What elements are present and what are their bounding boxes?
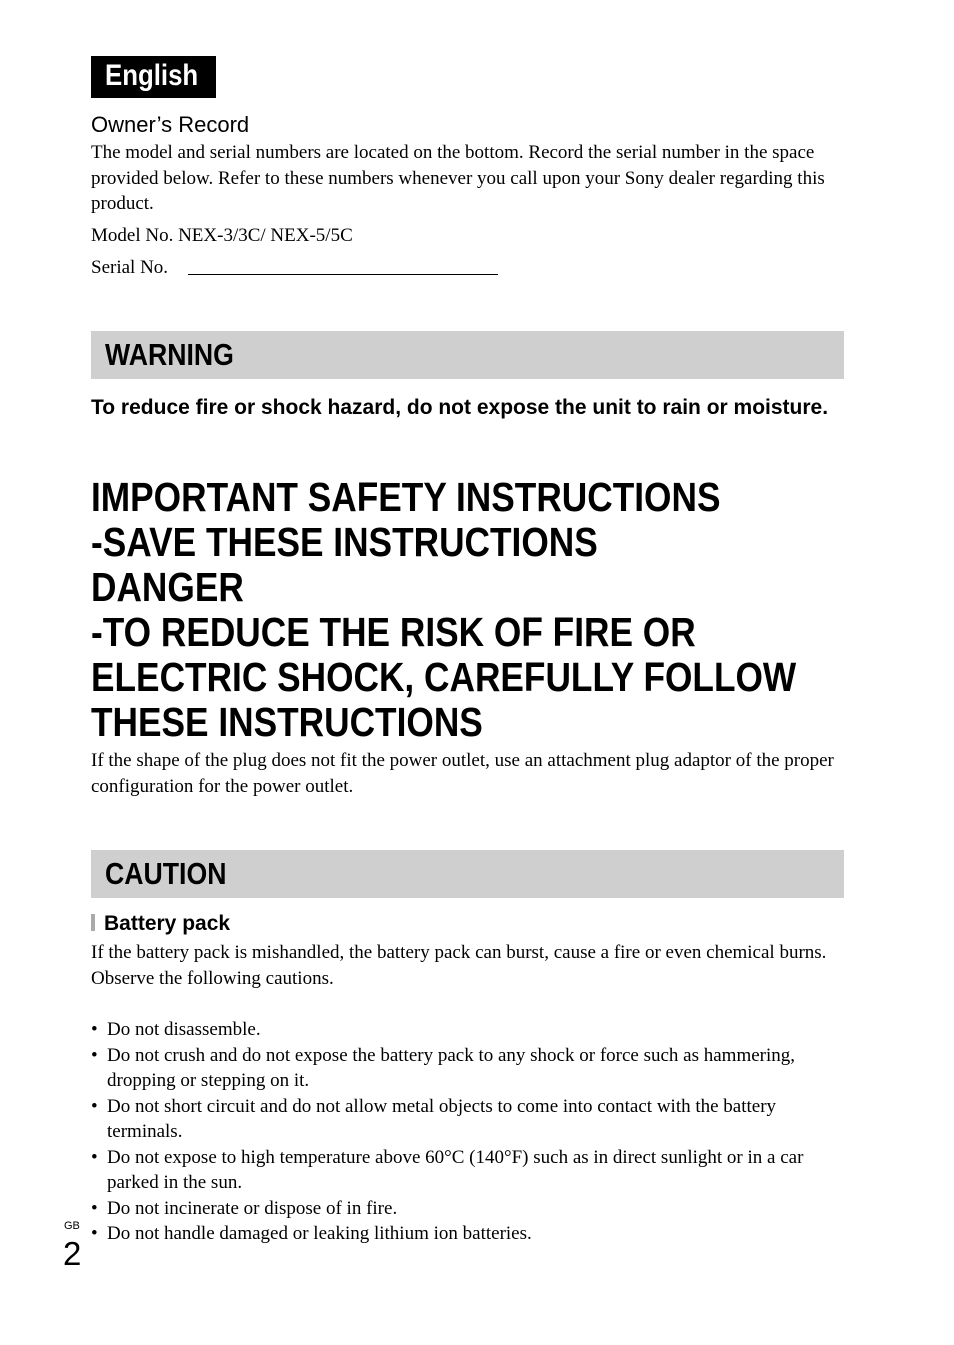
list-item bbox=[91, 1043, 851, 1094]
bullet-icon: • bbox=[91, 1019, 98, 1040]
serial-label: Serial No. bbox=[91, 257, 169, 278]
safety-heading-line: THESE INSTRUCTIONS bbox=[91, 699, 483, 745]
warning-text: To reduce fire or shock hazard, do not expose the unit to rain or moisture. bbox=[91, 396, 829, 419]
list-item bbox=[91, 1221, 851, 1247]
bullet-icon: • bbox=[91, 1146, 98, 1168]
warning-heading: WARNING bbox=[105, 337, 234, 372]
page-number: 2 bbox=[63, 1235, 82, 1272]
list-item bbox=[91, 1145, 851, 1196]
list-item-text: Do not expose to high temperature above 60°C (140°F) such as in direct sunlight or in a car parked in the sun. bbox=[107, 1146, 804, 1193]
safety-heading-line: IMPORTANT SAFETY INSTRUCTIONS bbox=[91, 474, 721, 520]
language-label: English bbox=[105, 59, 199, 92]
plug-instructions: If the shape of the plug does not fit the power outlet, use an attachment plug adaptor of the proper configuration for the power outlet. bbox=[91, 750, 834, 797]
caution-heading: CAUTION bbox=[105, 856, 227, 891]
list-item-text: Do not incinerate or dispose of in fire. bbox=[107, 1197, 398, 1219]
serial-number-blank-line bbox=[188, 274, 498, 275]
model-number: Model No. NEX-3/3C/ NEX-5/5C bbox=[91, 225, 353, 246]
list-item bbox=[91, 1017, 851, 1043]
caution-list bbox=[91, 1017, 851, 1247]
owners-record-text: The model and serial numbers are located on the bottom. Record the serial number in the space provided below. Refer to these numbers whenever you call upon your Sony dealer regarding this product. bbox=[91, 142, 825, 214]
caution-section-bar bbox=[91, 850, 844, 898]
bullet-icon: • bbox=[91, 1197, 98, 1219]
bullet-icon: • bbox=[91, 1044, 98, 1066]
safety-heading-line: DANGER bbox=[91, 564, 244, 610]
warning-section-bar bbox=[91, 331, 844, 379]
bullet-icon: • bbox=[91, 1095, 98, 1117]
owners-record-title: Owner’s Record bbox=[91, 112, 250, 137]
bullet-icon: • bbox=[91, 1223, 98, 1244]
battery-pack-subheading bbox=[91, 912, 230, 936]
list-item bbox=[91, 1094, 851, 1145]
list-item-text: Do not crush and do not expose the battery pack to any shock or force such as hammering, dropping or stepping on it. bbox=[107, 1044, 796, 1091]
safety-heading-line: -SAVE THESE INSTRUCTIONS bbox=[91, 519, 598, 565]
battery-intro: If the battery pack is mishandled, the battery pack can burst, cause a fire or even chemical burns. Observe the following cautions. bbox=[91, 942, 827, 989]
safety-heading-line: ELECTRIC SHOCK, CAREFULLY FOLLOW bbox=[91, 654, 797, 700]
subheading-marker bbox=[91, 914, 95, 931]
safety-heading-line: -TO REDUCE THE RISK OF FIRE OR bbox=[91, 609, 696, 655]
list-item bbox=[91, 1196, 851, 1222]
list-item-text: Do not disassemble. bbox=[107, 1019, 261, 1040]
battery-pack-title: Battery pack bbox=[104, 912, 231, 935]
page-region-code: GB bbox=[64, 1220, 80, 1232]
list-item-text: Do not short circuit and do not allow metal objects to come into contact with the battery terminals. bbox=[107, 1095, 777, 1142]
list-item-text: Do not handle damaged or leaking lithium ion batteries. bbox=[107, 1223, 532, 1244]
language-tab bbox=[91, 56, 216, 98]
